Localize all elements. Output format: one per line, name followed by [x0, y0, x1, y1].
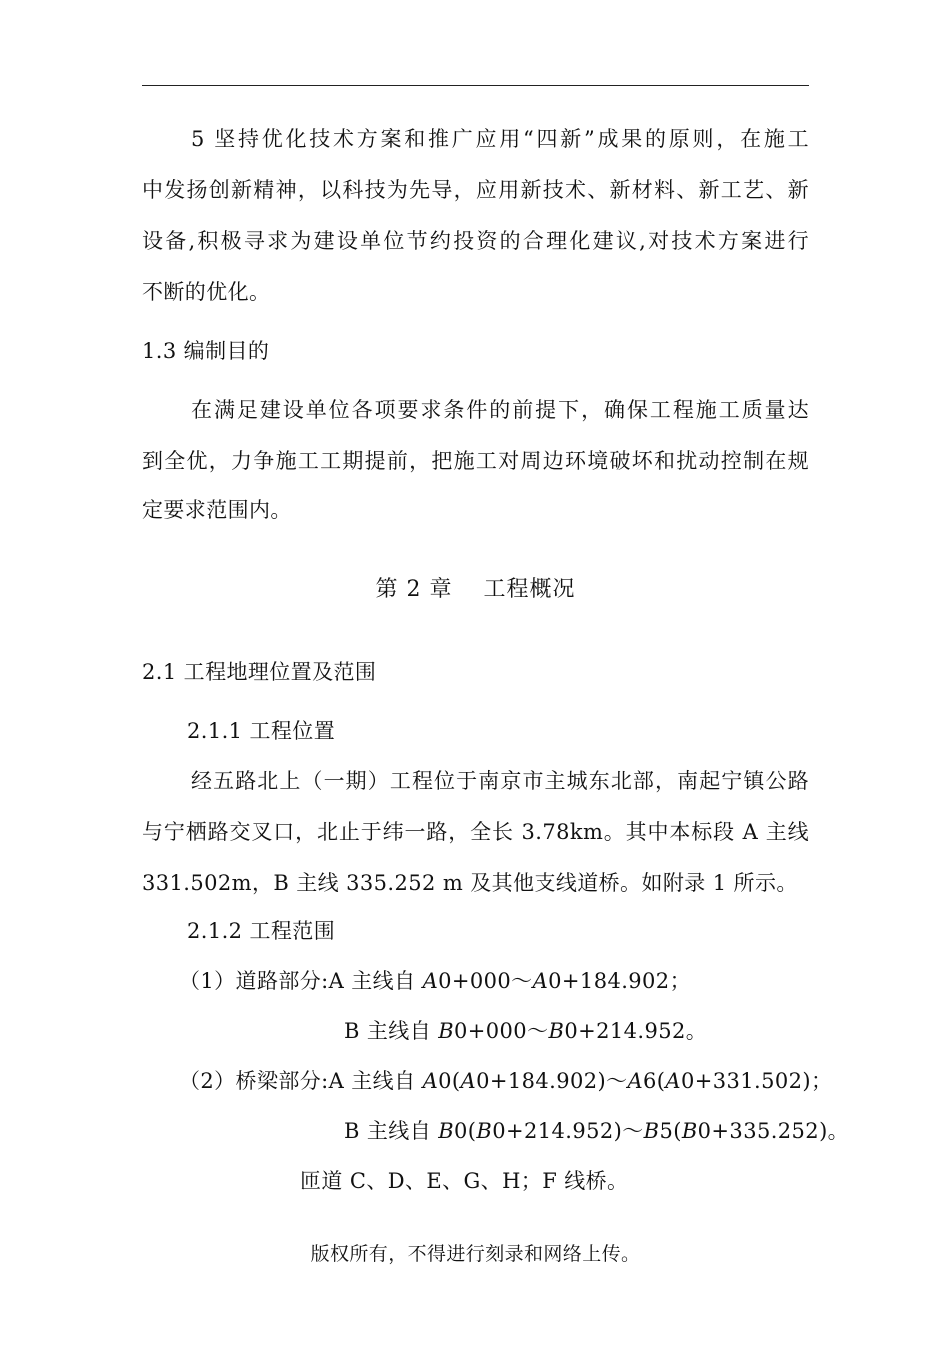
paragraph-3-line-1: 经五路北上（一期）工程位于南京市主城东北部，南起宁镇公路	[191, 769, 809, 793]
subsection-heading-2-1-1: 2.1.1 工程位置	[187, 719, 336, 743]
range-road-b: B 主线自 B0+000～B0+214.952。	[344, 1019, 708, 1043]
chapter-heading: 第 2 章 工程概况	[375, 577, 576, 602]
paragraph-3-line-3: 331.502m，B 主线 335.252 m 及其他支线道桥。如附录 1 所示。	[142, 871, 798, 895]
header-rule	[142, 85, 809, 86]
paragraph-2-line-2: 到全优，力争施工工期提前，把施工对周边环境破坏和扰动控制在规	[142, 449, 809, 473]
paragraph-1-line-4: 不断的优化。	[142, 280, 271, 304]
paragraph-1-line-3: 设备,积极寻求为建设单位节约投资的合理化建议,对技术方案进行	[142, 229, 809, 253]
paragraph-3-line-2: 与宁栖路交叉口，北止于纬一路，全长 3.78km。其中本标段 A 主线	[142, 820, 809, 844]
section-heading-1-3: 1.3 编制目的	[142, 339, 270, 363]
paragraph-2-line-3: 定要求范围内。	[142, 498, 292, 522]
range-road-a: （1）道路部分:A 主线自 A0+000～A0+184.902；	[179, 969, 691, 993]
paragraph-2-line-1: 在满足建设单位各项要求条件的前提下，确保工程施工质量达	[191, 398, 809, 422]
range-bridge-a: （2）桥梁部分:A 主线自 A0(A0+184.902)～A6(A0+331.502)；	[179, 1069, 833, 1093]
section-heading-2-1: 2.1 工程地理位置及范围	[142, 660, 377, 684]
range-ramps: 匝道 C、D、E、G、H；F 线桥。	[300, 1169, 629, 1193]
range-bridge-b: B 主线自 B0(B0+214.952)～B5(B0+335.252)。	[344, 1119, 850, 1143]
paragraph-1-line-2: 中发扬创新精神，以科技为先导，应用新技术、新材料、新工艺、新	[142, 178, 809, 202]
subsection-heading-2-1-2: 2.1.2 工程范围	[187, 919, 336, 943]
copyright-footer: 版权所有，不得进行刻录和网络上传。	[310, 1243, 641, 1265]
paragraph-1-line-1: 5 坚持优化技术方案和推广应用“四新”成果的原则，在施工	[191, 127, 809, 151]
